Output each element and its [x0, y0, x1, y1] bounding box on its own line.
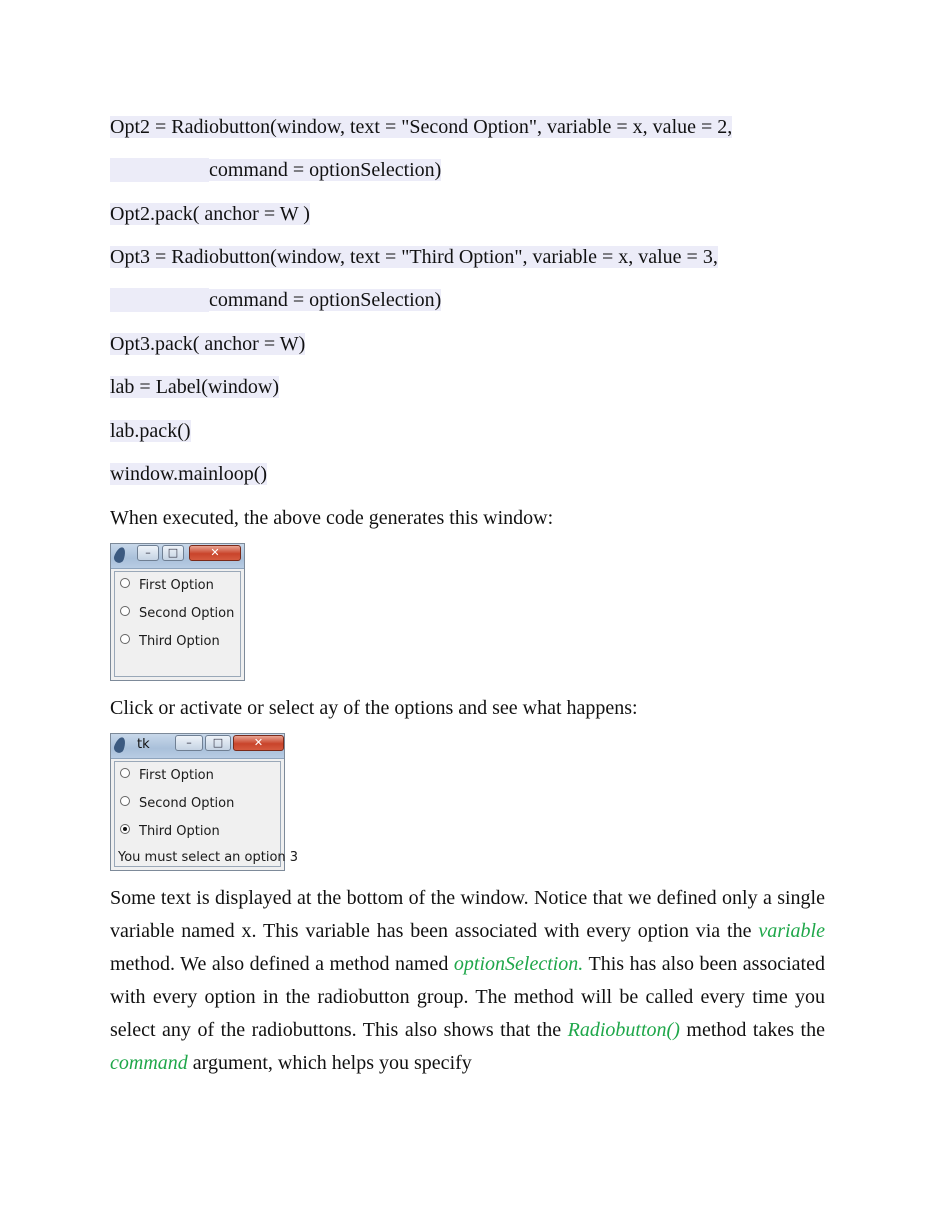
radio-icon[interactable]	[120, 634, 130, 644]
feather-icon	[113, 736, 128, 754]
result-label: You must select an option 3	[118, 850, 299, 865]
feather-icon	[113, 546, 128, 564]
code-line: Opt2.pack( anchor = W )	[110, 203, 310, 225]
code-line: Opt3 = Radiobutton(window, text = "Third Option", variable = x, value = 3,	[110, 246, 718, 268]
radio-icon[interactable]	[120, 796, 130, 806]
title-bar	[111, 734, 284, 759]
code-line: command = optionSelection)	[110, 158, 441, 182]
radio-second-option[interactable]: Second Option	[120, 794, 234, 814]
tk-window-screenshot	[110, 543, 245, 681]
code-line: lab = Label(window)	[110, 376, 280, 398]
code-line: command = optionSelection)	[110, 288, 441, 312]
minimize-button[interactable]: –	[175, 735, 203, 751]
window-title: tk	[137, 737, 150, 752]
close-button[interactable]: ✕	[189, 545, 241, 561]
radio-third-option[interactable]: Third Option	[120, 632, 220, 652]
title-bar	[111, 544, 244, 569]
radio-second-option[interactable]: Second Option	[120, 604, 234, 624]
radio-third-option[interactable]: Third Option	[120, 822, 220, 842]
code-line: window.mainloop()	[110, 463, 268, 485]
paragraph-executed: When executed, the above code generates this window:	[110, 507, 554, 529]
maximize-button[interactable]: □	[162, 545, 184, 561]
close-button[interactable]: ✕	[233, 735, 284, 751]
paragraph-click: Click or activate or select ay of the options and see what happens:	[110, 697, 638, 719]
window-body	[114, 571, 241, 677]
code-line: Opt3.pack( anchor = W)	[110, 333, 306, 355]
term-variable: variable	[758, 920, 825, 942]
term-radiobutton: Radiobutton()	[567, 1019, 680, 1041]
minimize-button[interactable]: –	[137, 545, 159, 561]
term-option-selection: optionSelection.	[453, 953, 584, 975]
tk-window-screenshot	[110, 733, 299, 871]
radio-selected-icon[interactable]	[120, 824, 130, 834]
code-line: lab.pack()	[110, 420, 191, 442]
term-command: command	[110, 1052, 188, 1074]
maximize-button[interactable]: □	[205, 735, 231, 751]
radio-icon[interactable]	[120, 768, 130, 778]
radio-first-option[interactable]: First Option	[120, 576, 214, 596]
explanation-paragraph: Some text is displayed at the bottom of the window. Notice that we defined only a single variable named x. This variable has been associated with every option via the variable method. We also defined a method named optionSelection. This has also been associated with every option in the radiobutton group. The method will be called every time you select any of the radiobuttons. This also shows that the Radiobutton() method takes the command argument, which helps you specify	[110, 887, 825, 1074]
window-body	[114, 761, 299, 867]
radio-first-option[interactable]: First Option	[120, 766, 214, 786]
code-line: Opt2 = Radiobutton(window, text = "Second Option", variable = x, value = 2,	[110, 116, 733, 138]
radio-icon[interactable]	[120, 578, 130, 588]
radio-icon[interactable]	[120, 606, 130, 616]
